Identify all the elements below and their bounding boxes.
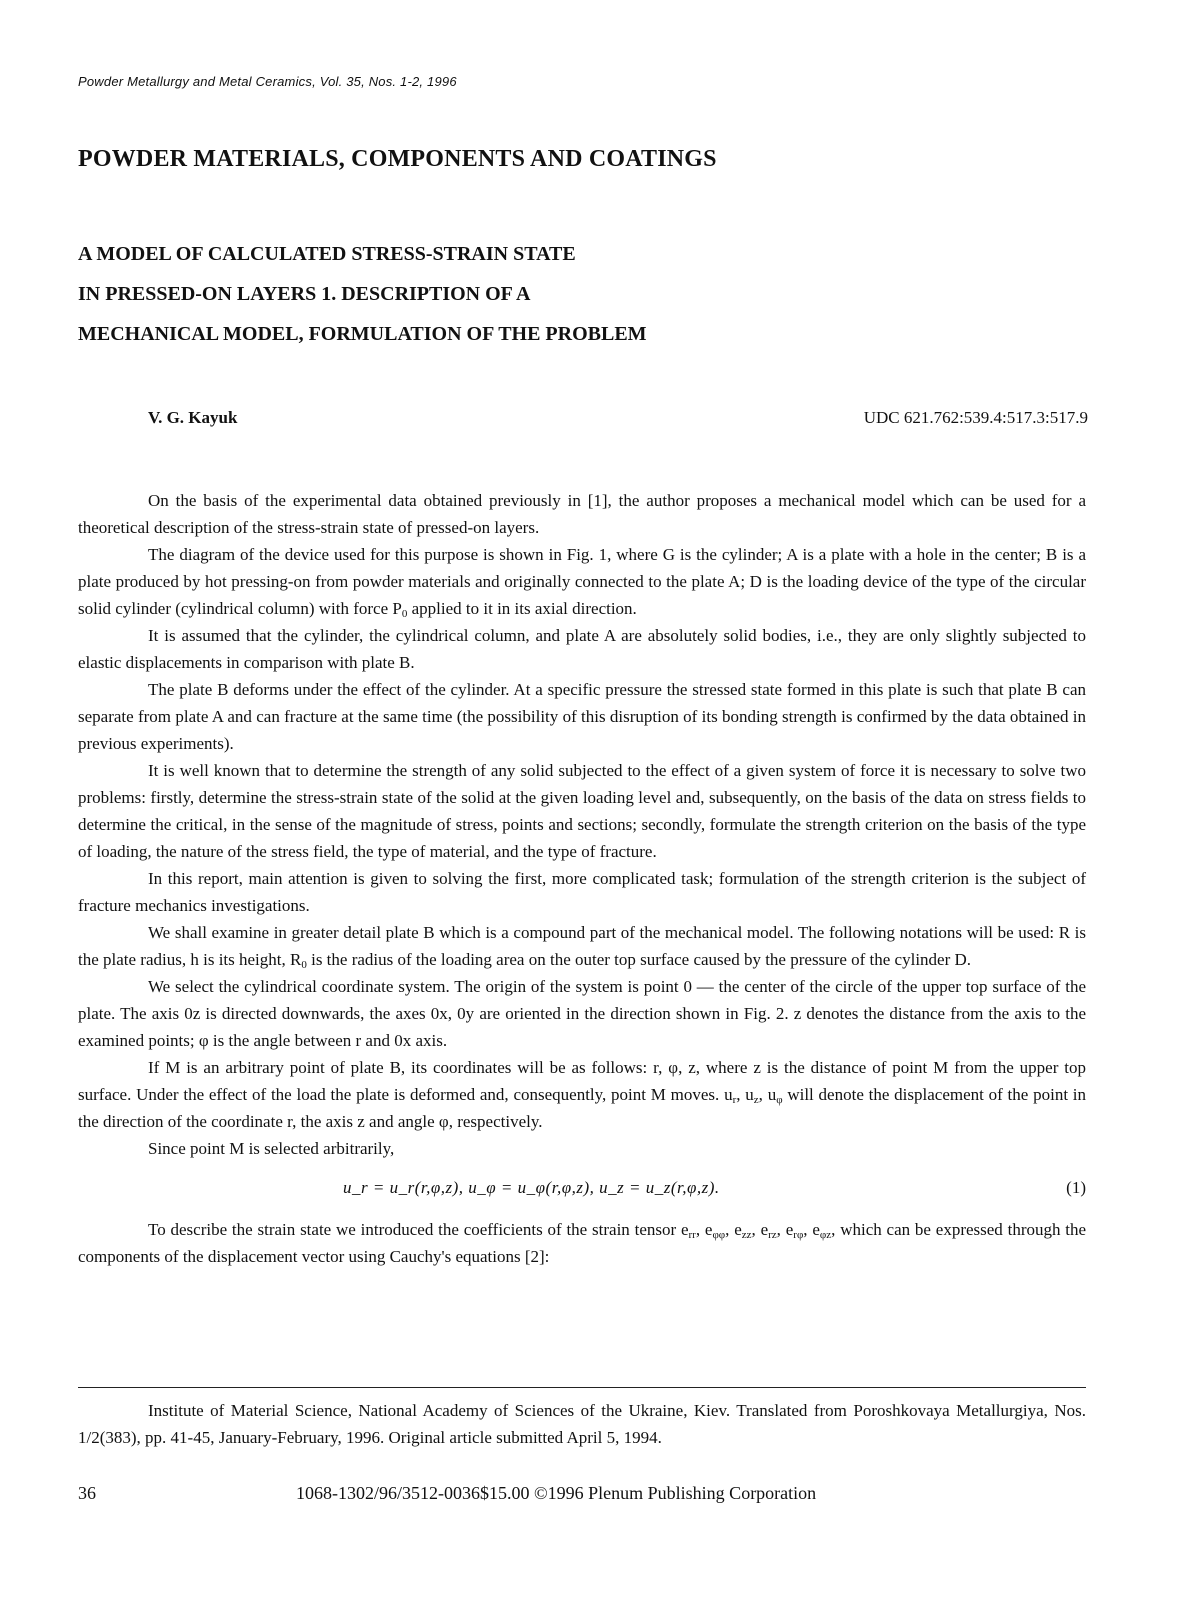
paragraph: The plate B deforms under the effect of the cylinder. At a specific pressure the stressed state formed in this plate is such that plate B can separate from plate A and can fracture at the same time (the possibility of this disruption of its bonding strength is confirmed by the data obtained in previous experiments). <box>78 680 1086 753</box>
paragraph: If M is an arbitrary point of plate B, its coordinates will be as follows: r, φ, z, where z is the distance of point M from the upper top surface. Under the effect of the load the plate is deformed and, consequently, point M moves. $u_r$, $u_z$, $u_\varphi$ will denote the displacement of the point in the direction of the coordinate r, the axis z and angle φ, respectively. <box>78 1058 1087 1131</box>
title-line: IN PRESSED-ON LAYERS 1. DESCRIPTION OF A <box>78 283 531 305</box>
equation-number: (1) <box>1066 1178 1086 1197</box>
footnote <box>78 1397 1086 1451</box>
udc-code: UDC 621.762:539.4:517.3:517.9 <box>863 408 1088 427</box>
journal-header: Powder Metallurgy and Metal Ceramics, Vol. 35, Nos. 1-2, 1996 <box>78 74 457 89</box>
paragraph: To describe the strain state we introduced the coefficients of the strain tensor $e_{rr}$, $e_{\varphi\varphi}$, $e_{zz}$, $e_{rz}$, $e_{r\varphi}$, $e_{\varphi z}$, which can be expressed through the components of the displacement vector using Cauchy's equations [2]: <box>78 1220 1087 1266</box>
paragraph: We select the cylindrical coordinate system. The origin of the system is point 0 — the center of the circle of the upper top surface of the plate. The axis 0z is directed downwards, the axes 0x, 0y are oriented in the direction shown in Fig. 2. z denotes the distance from the axis to the examined points; φ is the angle between r and 0x axis. <box>78 977 1086 1050</box>
article-title <box>78 234 647 354</box>
paragraph: The diagram of the device used for this purpose is shown in Fig. 1, where G is the cylinder; A is a plate with a hole in the center; B is a plate produced by hot pressing-on from powder materials and originally connected to the plate A; D is the loading device of the type of the circular solid cylinder (cylindrical column) with force $P_0$ applied to it in its axial direction. <box>78 545 1086 620</box>
copyright-code: 1068-1302/96/3512-0036$15.00 ©1996 Plenum Publishing Corporation <box>296 1483 817 1503</box>
page-number: 36 <box>78 1483 96 1503</box>
paragraph: In this report, main attention is given to solving the first, more complicated task; formulation of the strength criterion is the subject of fracture mechanics investigations. <box>78 869 1086 915</box>
paragraph: On the basis of the experimental data obtained previously in [1], the author proposes a mechanical model which can be used for a theoretical description of the stress-strain state of pressed-on layers. <box>78 491 1086 537</box>
paragraph: Since point M is selected arbitrarily, <box>148 1139 395 1158</box>
paragraph: It is assumed that the cylinder, the cylindrical column, and plate A are absolutely solid bodies, i.e., they are only slightly subjected to elastic displacements in comparison with plate B. <box>78 626 1086 672</box>
equation-text: u_r = u_r(r,φ,z), u_φ = u_φ(r,φ,z), u_z = u_z(r,φ,z). <box>343 1178 720 1197</box>
title-line: MECHANICAL MODEL, FORMULATION OF THE PROBLEM <box>78 323 647 345</box>
author-name: V. G. Kayuk <box>148 408 238 427</box>
paragraph: It is well known that to determine the strength of any solid subjected to the effect of a given system of force it is necessary to solve two problems: firstly, determine the stress-strain state of the solid at the given loading level and, subsequently, on the basis of the data on stress fields to determine the critical, in the sense of the magnitude of stress, points and sections; secondly, formulate the strength criterion on the basis of the type of loading, the nature of the stress field, the type of material, and the type of fracture. <box>78 761 1086 861</box>
footnote-text: Institute of Material Science, National Academy of Sciences of the Ukraine, Kiev. Translated from Poroshkovaya Metallurgiya, Nos. 1/2(383), pp. 41-45, January-February, 1996. Original article submitted April 5, 1994. <box>78 1401 1086 1447</box>
title-line: A MODEL OF CALCULATED STRESS-STRAIN STATE <box>78 243 576 265</box>
paragraph: We shall examine in greater detail plate B which is a compound part of the mechanical model. The following notations will be used: R is the plate radius, h is its height, $R_0$ is the radius of the loading area on the outer top surface caused by the pressure of the cylinder D. <box>78 923 1086 971</box>
section-title: POWDER MATERIALS, COMPONENTS AND COATINGS <box>78 146 717 172</box>
article-body <box>78 487 1086 1270</box>
footnote-rule <box>78 1387 1086 1388</box>
equation-1 <box>78 1168 1086 1212</box>
